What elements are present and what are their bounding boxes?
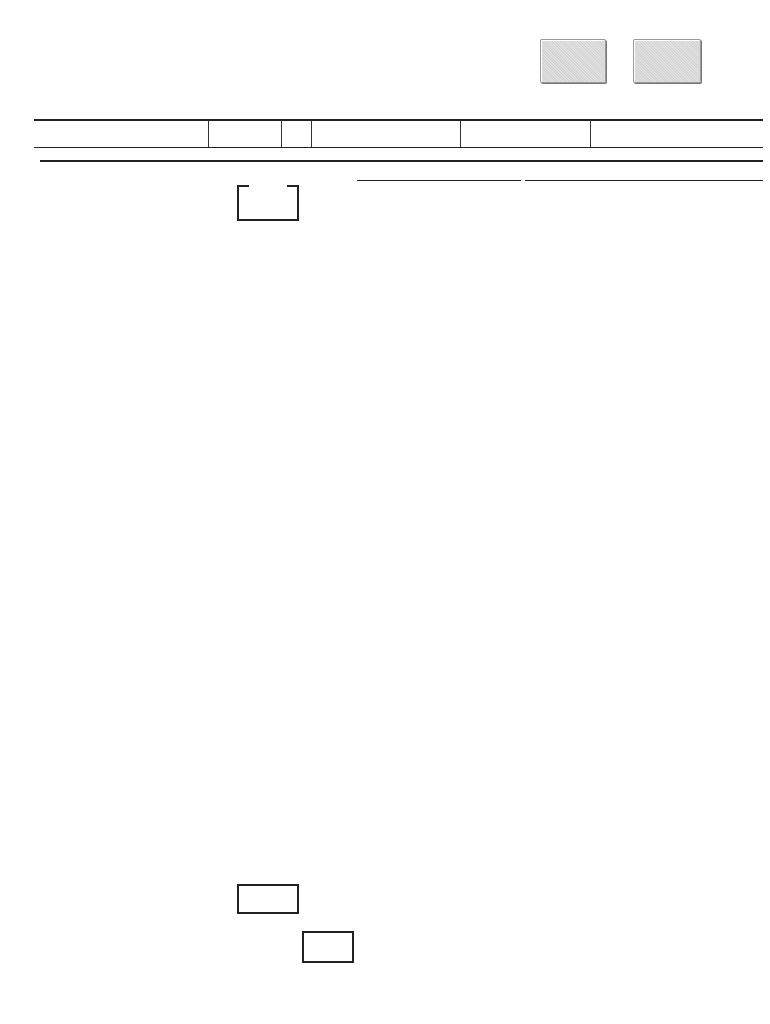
odometer-end-field[interactable] [237,884,299,914]
table-top-rule [40,160,763,162]
odometer-begin-field[interactable] [237,185,299,221]
total-trip-miles-field[interactable] [302,931,354,963]
instructions-button[interactable] [540,39,606,83]
header-rule [34,119,763,121]
clear-form-button[interactable] [633,39,701,83]
